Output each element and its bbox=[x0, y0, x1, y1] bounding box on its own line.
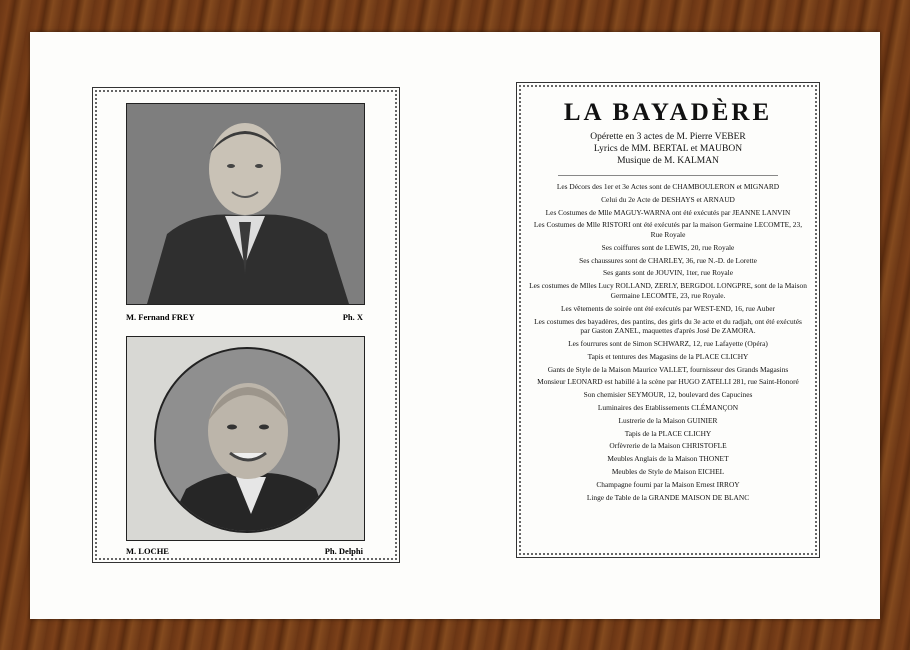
divider bbox=[558, 175, 778, 176]
credits-page bbox=[516, 82, 820, 558]
credit-line: Linge de Table de la GRANDE MAISON DE BLANC bbox=[586, 492, 750, 502]
credit-line: Lustrerie de la Maison GUINIER bbox=[618, 415, 718, 425]
program-sheet bbox=[30, 32, 880, 619]
credit-line: Champagne fourni par la Maison Ernest IRROY bbox=[596, 479, 740, 489]
portrait-photo-frey bbox=[126, 103, 365, 305]
show-title: LA BAYADÈRE bbox=[563, 99, 773, 126]
caption-name-frey: M. Fernand FREY bbox=[126, 312, 195, 322]
credit-line: Les costumes de Mlles Lucy ROLLAND, ZERLY, BERGDOL LONGPRE, sont de la Maison Germaine LECOMTE, 23, rue Royale. bbox=[529, 281, 807, 300]
credit-line: Ses coiffures sont de LEWIS, 20, rue Royale bbox=[601, 242, 735, 252]
photo-caption-bottom bbox=[126, 546, 363, 556]
credit-line: Les Costumes de Mlle MAGUY-WARNA ont été exécutés par JEANNE LANVIN bbox=[545, 207, 791, 217]
portrait-frey-illustration bbox=[127, 104, 364, 304]
credit-line: Les fourrures sont de Simon SCHWARZ, 12, rue Lafayette (Opéra) bbox=[568, 339, 768, 349]
credit-line: Ses chaussures sont de CHARLEY, 36, rue N.-D. de Lorette bbox=[579, 255, 757, 265]
credit-line: Ses gants sont de JOUVIN, 1ter, rue Royale bbox=[602, 268, 734, 278]
credit-line: Monsieur LEONARD est habillé à la scène par HUGO ZATELLI 281, rue Saint-Honoré bbox=[537, 377, 799, 387]
credit-line: Les Décors des 1er et 3e Actes sont de CHAMBOULERON et MIGNARD bbox=[556, 182, 780, 191]
caption-name-loche: M. LOCHE bbox=[126, 546, 169, 556]
credit-line: Orfèvrerie de la Maison CHRISTOFLE bbox=[609, 441, 727, 451]
credit-line: Gants de Style de la Maison Maurice VALLET, fournisseur des Grands Magasins bbox=[547, 364, 789, 374]
credit-line: Son chemisier SEYMOUR, 12, boulevard des Capucines bbox=[583, 390, 753, 400]
circular-portrait-frame bbox=[154, 347, 340, 533]
credit-line: Luminaires des Etablissements CLÉMANÇON bbox=[597, 403, 739, 413]
caption-credit-loche: Ph. Delphi bbox=[324, 546, 363, 556]
credit-line: Tapis de la PLACE CLICHY bbox=[624, 428, 712, 438]
credit-line: Les costumes des bayadères, des pantins, des girls du 3e acte et du radjah, ont été exécutés par Gaston ZANEL, maquettes d'après José De ZAMORA. bbox=[534, 316, 802, 336]
credit-line: Meubles Anglais de la Maison THONET bbox=[607, 454, 729, 464]
credits-list bbox=[517, 182, 819, 502]
portrait-loche-illustration bbox=[156, 349, 338, 531]
credit-line: Les Costumes de Mlle RISTORI ont été exécutés par la maison Germaine LECOMTE, 23, Rue Royale bbox=[533, 220, 803, 240]
portrait-photo-loche bbox=[126, 336, 365, 541]
photo-page bbox=[92, 87, 400, 563]
subtitle-line: Opérette en 3 actes de M. Pierre VEBER bbox=[590, 132, 746, 142]
caption-credit-frey: Ph. X bbox=[342, 312, 363, 322]
show-subtitle bbox=[517, 131, 819, 167]
subtitle-line: Lyrics de MM. BERTAL et MAUBON bbox=[593, 144, 743, 154]
credit-line: Meubles de Style de Maison EICHEL bbox=[611, 467, 725, 477]
credit-line: Les vêtements de soirée ont été exécutés par WEST-END, 16, rue Auber bbox=[560, 303, 776, 313]
credit-line: Tapis et tentures des Magasins de la PLACE CLICHY bbox=[587, 351, 749, 361]
subtitle-line: Musique de M. KALMAN bbox=[617, 156, 719, 166]
photo-caption-top bbox=[126, 312, 363, 322]
credit-line: Celui du 2e Acte de DESHAYS et ARNAUD bbox=[601, 194, 735, 204]
